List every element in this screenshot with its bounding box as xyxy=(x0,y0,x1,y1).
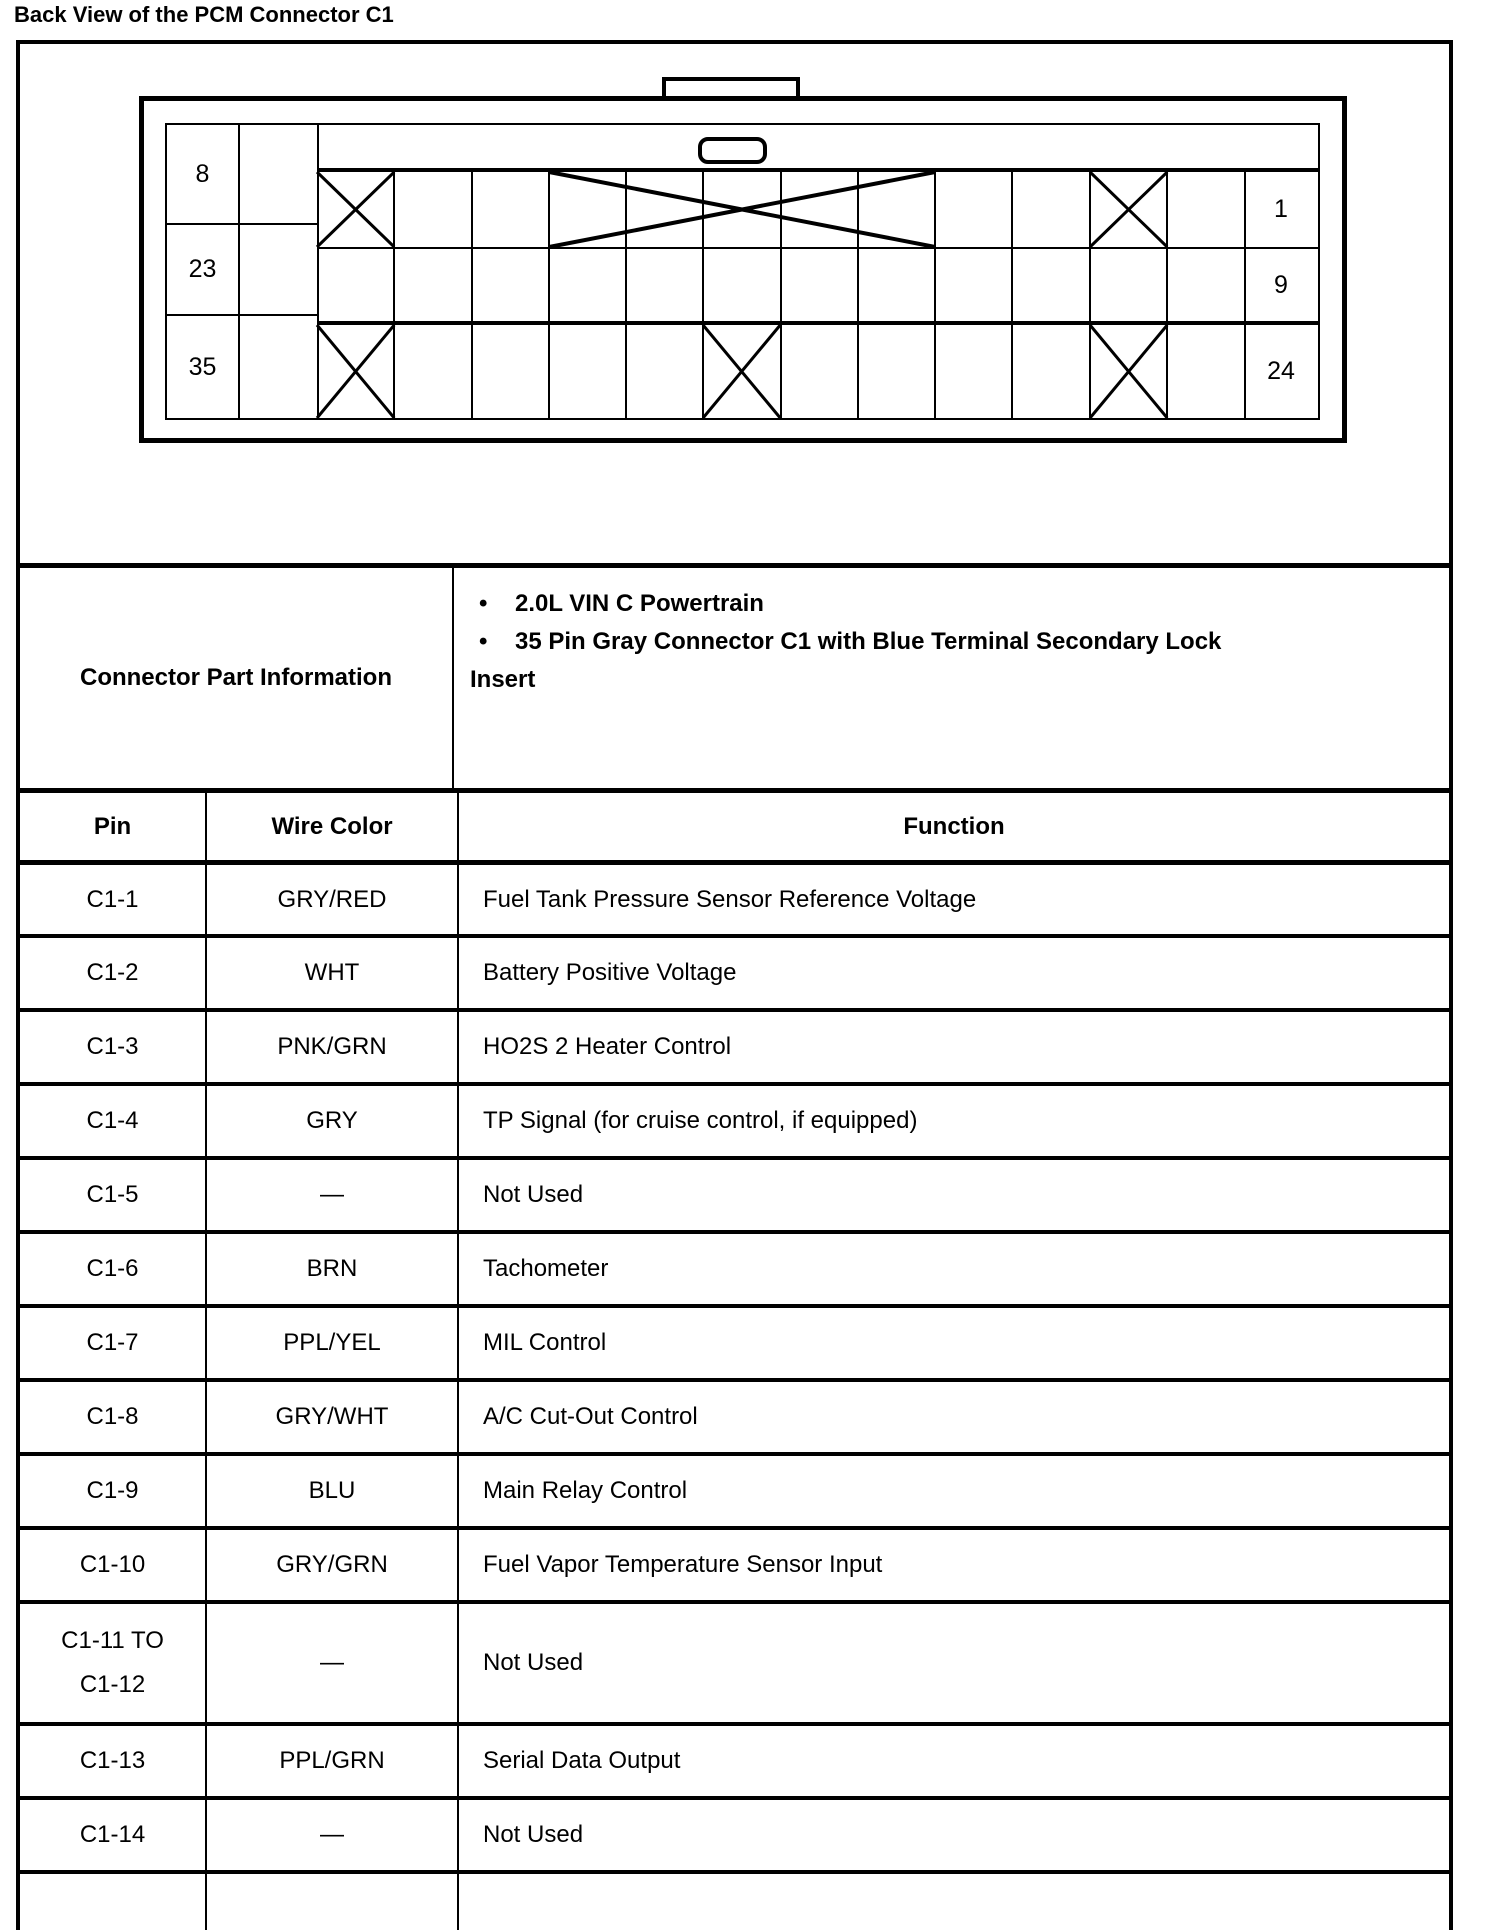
part-info-bullet xyxy=(479,623,1449,661)
wire-color-cell xyxy=(207,1874,459,1930)
function-cell: MIL Control xyxy=(483,1329,607,1356)
wire-color-cell: GRY/GRN xyxy=(207,1530,459,1600)
grid-col-divider xyxy=(1011,172,1013,418)
pin-table-row xyxy=(20,934,1449,1008)
wire-color-cell: GRY/WHT xyxy=(207,1382,459,1452)
function-cell: Battery Positive Voltage xyxy=(483,959,737,986)
pin-cell xyxy=(20,1800,207,1870)
function-cell: Not Used xyxy=(483,1821,584,1848)
function-cell: Not Used xyxy=(483,1181,584,1208)
connector-pin-grid xyxy=(165,123,1320,420)
part-info-continuation: Insert xyxy=(470,666,536,693)
wire-color-cell: GRY xyxy=(207,1086,459,1156)
bullet-icon: • xyxy=(479,628,488,655)
pin-id: C1-3 xyxy=(86,1033,139,1060)
pin-cell xyxy=(20,1382,207,1452)
wire-color-cell: GRY/RED xyxy=(207,865,459,934)
blocked-cavity-x-icon xyxy=(1090,325,1167,418)
connector-part-info-label: Connector Part Information xyxy=(20,568,454,788)
pin-table-row xyxy=(20,1870,1449,1930)
pin-table-row xyxy=(20,1600,1449,1722)
pin-table-row xyxy=(20,1304,1449,1378)
pin-id: C1-10 xyxy=(79,1551,146,1578)
connector-part-info-details xyxy=(454,568,1449,788)
connector-info-sheet xyxy=(16,40,1453,1930)
pin-cell xyxy=(20,1874,207,1930)
pin-table-row xyxy=(20,1722,1449,1796)
function-cell: TP Signal (for cruise control, if equipped) xyxy=(483,1107,918,1134)
pin-table-row xyxy=(20,1230,1449,1304)
pin-table-row xyxy=(20,1156,1449,1230)
pin-id: C1-11 TO xyxy=(61,1627,164,1654)
pin-table-row xyxy=(20,1378,1449,1452)
pin-cell xyxy=(20,865,207,934)
column-header-function: Function xyxy=(903,812,1005,840)
pin-cell xyxy=(20,938,207,1008)
connector-part-info-row xyxy=(20,563,1449,788)
pin-id: C1-12 xyxy=(79,1671,146,1698)
column-header-pin: Pin xyxy=(20,793,207,860)
function-cell: Main Relay Control xyxy=(483,1477,688,1504)
function-cell xyxy=(459,1874,1449,1930)
blocked-cavity-x-icon xyxy=(317,325,394,418)
wire-color-cell: — xyxy=(207,1604,459,1722)
pin-cell xyxy=(20,1456,207,1526)
function-cell: A/C Cut-Out Control xyxy=(483,1403,698,1430)
function-cell: Serial Data Output xyxy=(483,1747,681,1774)
pin-cell xyxy=(20,1604,207,1722)
function-cell: Fuel Vapor Temperature Sensor Input xyxy=(483,1551,883,1578)
wire-color-cell: — xyxy=(207,1160,459,1230)
pin-id: C1-6 xyxy=(86,1255,139,1282)
blocked-cavity-x-icon xyxy=(317,172,394,247)
function-cell: Fuel Tank Pressure Sensor Reference Voltage xyxy=(483,885,977,913)
pin-cell xyxy=(20,1160,207,1230)
blocked-cavity-x-icon xyxy=(1090,172,1167,247)
pin-id: C1-1 xyxy=(86,885,139,913)
pin-table-row xyxy=(20,1796,1449,1870)
function-cell: HO2S 2 Heater Control xyxy=(483,1033,732,1060)
pin-id: C1-13 xyxy=(79,1747,146,1774)
pin-id: C1-8 xyxy=(86,1403,139,1430)
pin-id: C1-5 xyxy=(86,1181,139,1208)
grid-lines-layer xyxy=(167,125,1318,418)
part-info-bullet-text: 2.0L VIN C Powertrain xyxy=(515,590,764,617)
pin-table-rows xyxy=(20,860,1449,1930)
pin-id: C1-7 xyxy=(86,1329,139,1356)
pin-id: C1-4 xyxy=(86,1107,139,1134)
bullet-icon: • xyxy=(479,590,488,617)
pin-number-label: 24 xyxy=(1267,357,1295,385)
function-cell: Tachometer xyxy=(483,1255,609,1282)
pin-id: C1-14 xyxy=(79,1821,146,1848)
page-title: Back View of the PCM Connector C1 xyxy=(14,2,394,27)
pin-cell xyxy=(20,1012,207,1082)
blocked-cavity-x-icon xyxy=(549,172,935,247)
pin-table-row xyxy=(20,1526,1449,1600)
pin-table-row xyxy=(20,1452,1449,1526)
pin-table-row xyxy=(20,1008,1449,1082)
pin-id: C1-9 xyxy=(86,1477,139,1504)
pin-id: C1-2 xyxy=(86,959,139,986)
pin-cell xyxy=(20,1530,207,1600)
wire-color-cell: PPL/YEL xyxy=(207,1308,459,1378)
pin-number-label: 9 xyxy=(1274,270,1288,299)
pin-number-label: 23 xyxy=(188,255,217,283)
pin-number-label: 35 xyxy=(188,352,217,381)
pin-table-row xyxy=(20,1082,1449,1156)
pin-number-label: 8 xyxy=(195,159,210,188)
wire-color-cell: BLU xyxy=(207,1456,459,1526)
connector-body-outline xyxy=(139,96,1347,443)
part-info-bullet-text: 35 Pin Gray Connector C1 with Blue Terminal Secondary Lock xyxy=(515,628,1222,655)
connector-diagram xyxy=(20,44,1449,563)
pin-table-row xyxy=(20,860,1449,934)
pin-number-label: 1 xyxy=(1274,195,1288,223)
wire-color-cell: PPL/GRN xyxy=(207,1726,459,1796)
wire-color-cell: BRN xyxy=(207,1234,459,1304)
wire-color-cell: WHT xyxy=(207,938,459,1008)
pin-cell xyxy=(20,1726,207,1796)
pin-cell xyxy=(20,1086,207,1156)
column-header-wire-color: Wire Color xyxy=(207,793,459,860)
pin-cell xyxy=(20,1308,207,1378)
wire-color-cell: PNK/GRN xyxy=(207,1012,459,1082)
wire-color-cell: — xyxy=(207,1800,459,1870)
blocked-cavity-x-icon xyxy=(703,325,780,418)
grid-col-divider xyxy=(471,172,473,418)
pin-table-header xyxy=(20,788,1449,860)
pin-cell xyxy=(20,1234,207,1304)
function-cell: Not Used xyxy=(483,1649,584,1676)
part-info-bullet xyxy=(479,585,1449,623)
